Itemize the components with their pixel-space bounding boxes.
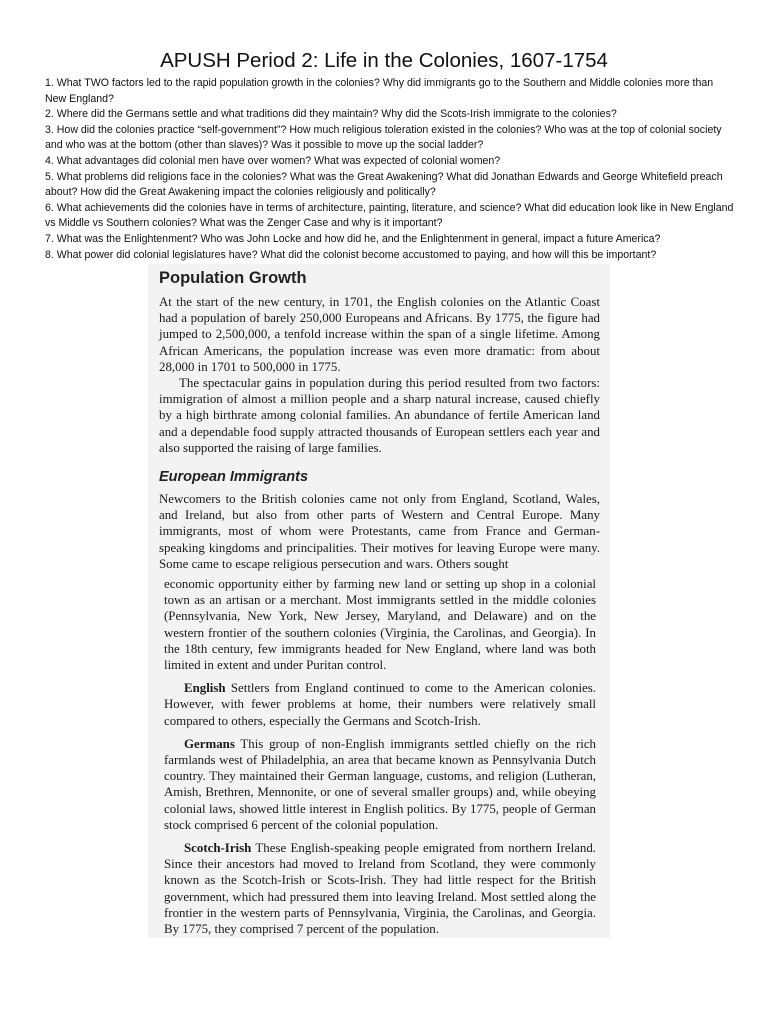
excerpt-paragraph-germans	[164, 736, 596, 833]
question-item: 1. What TWO factors led to the rapid population growth in the colonies? Why did immigrants go to the Southern and Middle colonies more than New England?	[45, 77, 714, 105]
excerpt-paragraph: At the start of the new century, in 1701, the English colonies on the Atlantic Coast had a population of barely 250,000 Europeans and Africans. By 1775, the figure had jumped to 2,500,000, a tenfold increase within the span of a single lifetime. Among African Americans, the population increase was even more dramatic: from about 28,000 in 1701 to 500,000 in 1775.	[159, 295, 600, 374]
question-list	[45, 76, 735, 263]
excerpt-paragraph: economic opportunity either by farming new land or setting up shop in a colonial town as an artisan or a merchant. Most immigrants settled in the middle colonies (Pennsylvania, New York, New Jersey, Maryland, and Delaware) and on the western frontier of the southern colonies (Virginia, the Carolinas, and Georgia). In the 18th century, few immigrants headed for New England, where land was both limited in extent and under Puritan control.	[164, 577, 596, 673]
excerpt-paragraph: Newcomers to the British colonies came not only from England, Scotland, Wales, and Ireland, but also from other parts of Western and Central Europe. Many immigrants, most of whom were Protestants, came from France and German-speaking kingdoms and principalities. Their motives for leaving Europe were many. Some came to escape religious persecution and wars. Others sought	[159, 492, 600, 571]
worksheet-title: APUSH Period 2: Life in the Colonies, 1607-1754	[160, 49, 608, 72]
excerpt-text: These English-speaking people emigrated from northern Ireland. Since their ancestors had moved to Ireland from Scotland, they were commonly known as the Scotch-Irish or Scots-Irish. They had little respect for the British government, which had pressured them into leaving Ireland. Most settled along the frontier in the western parts of Pennsylvania, Virginia, the Carolinas, and Georgia. By 1775, they comprised 7 percent of the population.	[164, 841, 596, 937]
subheading-european-immigrants: European Immigrants	[159, 469, 309, 486]
excerpt-paragraph-english	[164, 680, 596, 729]
section-heading-population-growth: Population Growth	[159, 269, 307, 287]
question-item: 4. What advantages did colonial men have over women? What was expected of colonial women?	[45, 154, 501, 167]
question-item: 8. What power did colonial legislatures have? What did the colonist become accustomed to paying, and how will this be important?	[45, 248, 657, 261]
excerpt-text: Settlers from England continued to come to the American colonies. However, with fewer problems at home, their numbers were relatively small compared to others, especially the Germans and Scotch-Irish.	[164, 681, 596, 728]
question-item: 6. What achievements did the colonies have in terms of architecture, painting, literature, and science? What did education look like in New England vs Middle vs Southern colonies? What was the Zenger Case and why is it important?	[45, 201, 734, 230]
textbook-excerpt-bottom	[148, 572, 610, 938]
textbook-excerpt-top	[148, 264, 610, 572]
run-in-heading-english: English	[184, 681, 226, 696]
excerpt-paragraph-scotch-irish	[164, 840, 596, 937]
question-item: 2. Where did the Germans settle and what traditions did they maintain? Why did the Scots-Irish immigrate to the colonies?	[45, 108, 617, 121]
run-in-heading-scotch-irish: Scotch-Irish	[184, 841, 252, 856]
excerpt-text: This group of non-English immigrants settled chiefly on the rich farmlands west of Philadelphia, an area that became known as Pennsylvania Dutch country. They maintained their German language, customs, and religion (Lutheran, Amish, Brethren, Mennonite, or one of several smaller groups) and, while obeying colonial laws, showed little interest in English politics. By 1775, people of German stock comprised 6 percent of the colonial population.	[164, 736, 596, 832]
question-item: 5. What problems did religions face in the colonies? What was the Great Awakening? What did Jonathan Edwards and George Whitefield preach about? How did the Great Awakening impact the colonies religiously and politically?	[45, 170, 723, 199]
question-item: 7. What was the Enlightenment? Who was John Locke and how did he, and the Enlightenment in general, impact a future America?	[45, 232, 661, 245]
question-item: 3. How did the colonies practice “self-government”? How much religious toleration existed in the colonies? Who was at the top of colonial society and who was at the bottom (other than slaves)? Was it possible to move up the social ladder?	[45, 123, 722, 152]
excerpt-paragraph: The spectacular gains in population during this period resulted from two factors: immigration of almost a million people and a sharp natural increase, caused chiefly by a high birthrate among colonial families. An abundance of fertile American land and a dependable food supply attracted thousands of European settlers each year and also supported the raising of large families.	[159, 376, 600, 455]
run-in-heading-germans: Germans	[184, 736, 235, 751]
